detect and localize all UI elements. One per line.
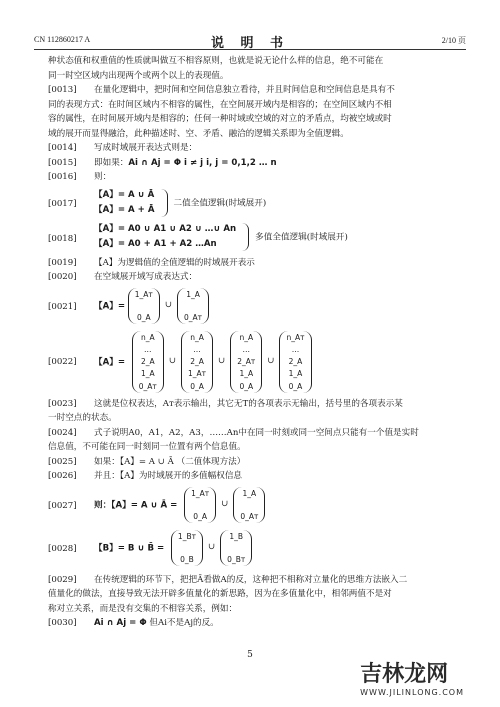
formula-group	[94, 222, 236, 252]
para-number: [0030]	[48, 618, 77, 628]
para-text: 但Ai不是Aj的反。	[146, 618, 219, 628]
formula-lhs: 则：【A】= A ∪ Ā =	[94, 500, 178, 510]
formula: 【A】= A0 + A1 + A2 …An	[94, 238, 217, 249]
para-line: 信息值，不可能在同一时刻同一位置有两个信息值。	[48, 442, 246, 452]
matrix-cell: 1_A	[242, 488, 257, 498]
matrix-cell: 0_B	[180, 554, 194, 564]
matrix	[230, 331, 262, 393]
brace	[242, 223, 249, 251]
matrix-cell: 2_A	[140, 357, 155, 366]
para-number: [0019]	[48, 257, 77, 268]
matrix	[220, 530, 252, 566]
para-line: 这就是位权表达，Aт表示输出，其它无T的各项表示无输出，括号里的各项表示某	[94, 398, 403, 409]
brace	[161, 189, 168, 217]
para-0017	[48, 185, 464, 222]
matrix-cell: 1_Aт	[188, 369, 207, 379]
formula-label: 多值全值逻辑(时域展开)	[255, 232, 348, 242]
matrix-cell: 1_B	[229, 531, 244, 541]
page-indicator: 2/10 页	[441, 36, 466, 45]
matrix-cell: 1_A	[140, 369, 155, 379]
matrix-cell: 0_A	[193, 511, 207, 521]
formula-label: 二值全值逻辑(时域展开)	[173, 198, 267, 208]
matrix-cell: 0_Aт	[240, 511, 259, 521]
matrix-cell: 2_A	[190, 357, 204, 366]
para-0013	[48, 83, 464, 98]
para-0025	[48, 455, 464, 470]
para-0024	[48, 426, 464, 441]
matrix	[184, 487, 216, 523]
para-text: 写成时域展开表达式则是：	[94, 143, 198, 153]
para-number: [0026]	[48, 471, 77, 481]
para-0014	[48, 141, 464, 156]
para-number: [0013]	[48, 85, 77, 95]
para-text: 并且：【A】为时域展开的多值幅权信息	[94, 471, 243, 481]
para-number: [0022]	[48, 356, 77, 367]
intro-line-2: 同一时空区域内出现两个或两个以上的表现值。	[48, 70, 229, 81]
matrix-cell: n_A	[140, 332, 155, 342]
page-number: 5	[247, 650, 253, 660]
matrix-cell: 0_Aт	[184, 312, 203, 322]
para-number: [0020]	[48, 272, 77, 282]
matrix-cell: …	[291, 344, 300, 354]
para-number: [0028]	[48, 543, 77, 554]
para-text: 即如果：	[94, 157, 129, 168]
matrix-cell: …	[144, 344, 152, 354]
para-line: 容的属性，在时间展开域内是相容的；任何一种时域或空域的对立的矛盾点，均被空域或时	[48, 114, 392, 124]
matrix-cell: n_A	[239, 332, 254, 342]
para-number: [0016]	[48, 172, 77, 182]
para-0020	[48, 270, 464, 285]
para-number: [0024]	[48, 427, 77, 438]
matrix-cell: …	[242, 344, 251, 354]
document-body	[48, 54, 464, 631]
page-header	[34, 33, 466, 51]
matrix-cell: 1_Aт	[134, 289, 153, 299]
matrix-cell: 1_A	[186, 289, 200, 299]
matrix	[279, 331, 311, 393]
para-number: [0029]	[48, 574, 77, 585]
para-number: [0027]	[48, 500, 77, 511]
para-0021: [0021] 【A】= 1_Aт 0_A ∪ 1_A 0_Aт	[48, 288, 464, 328]
para-0015	[48, 156, 464, 171]
matrix-cell: 0_A	[239, 381, 254, 391]
matrix-cell: 1_A	[288, 369, 303, 379]
doc-id: CN 112860217 A	[34, 35, 91, 44]
para-number: [0015]	[48, 157, 77, 168]
para-line: 域的展开而显得融洽，此种描述时、空、矛盾、融洽的逻辑关系即为全值逻辑。	[48, 128, 349, 139]
matrix	[181, 331, 213, 393]
para-line: 在量化逻辑中，把时间和空间信息独立看待，并且时间信息和空间信息是具有不	[94, 85, 395, 95]
para-line: 一时空点的状态。	[48, 413, 117, 423]
para-line: 值量化的做法，直接导致无法开辟多值量化的新思路，因为在多值量化中，相邻两值不是对	[48, 589, 392, 599]
para-number: [0023]	[48, 398, 77, 409]
formula-lhs: 【B】= B ∪ B̄ =	[94, 543, 165, 553]
matrix-cell: 0_A	[136, 312, 151, 322]
para-text: 如果：【A】= A ∪ Ā （二值体现方法）	[94, 456, 246, 467]
para-line: 式子说明A0，A1，A2，A3，……An中在同一时刻或同一空间点只能有一个值是实时	[94, 427, 419, 438]
watermark-text: 吉林龙网	[360, 662, 449, 687]
para-number: [0021]	[48, 301, 77, 312]
header-rule	[34, 49, 466, 50]
para-text: 【A】为逻辑值的全值逻辑的时域展开表示	[94, 257, 255, 268]
matrix	[177, 288, 209, 324]
matrix-cell: 1_Bт	[177, 531, 196, 541]
matrix	[132, 331, 164, 393]
para-number: [0014]	[48, 143, 77, 153]
matrix-cell: 0_Bт	[227, 554, 246, 564]
matrix-cell: …	[193, 344, 201, 354]
para-0028: [0028] 【B】= B ∪ B̄ = 1_Bт 0_B ∪ 1_B 0_Bт	[48, 530, 464, 570]
para-number: [0017]	[48, 198, 77, 209]
matrix-cell: n_Aт	[286, 332, 305, 342]
matrix-cell: n_A	[190, 332, 204, 342]
para-line: 在传统逻辑的环节下，把把Ā看做A的反，这种把不相称对立量化的思维方法嵌入二	[94, 574, 408, 585]
para-0029	[48, 573, 464, 588]
matrix-cell: 1_Aт	[191, 488, 210, 498]
matrix-cell: 0_A	[288, 381, 303, 391]
matrix	[233, 487, 265, 523]
formula-lhs: 【A】=	[94, 357, 126, 367]
para-0030	[48, 616, 464, 631]
para-text: 则：	[94, 172, 112, 182]
para-number: [0025]	[48, 456, 77, 467]
para-0022: [0022] 【A】= n_A … 2_A 1_A 0_Aт ∪ n_A … 2_A 1_Aт 0_A ∪ n_A … 2_Aт 1_A 0_A ∪ n_Aт … 2_A 1_A 0_A	[48, 331, 464, 397]
para-0023	[48, 397, 464, 412]
formula: Ai ∩ Aj = Φ i ≠ j i, j = 0,1,2 … n	[128, 157, 277, 168]
para-0027: [0027] 则：【A】= A ∪ Ā = 1_Aт 0_A ∪ 1_A 0_Aт	[48, 487, 464, 527]
para-text: 在空域展开域写成表达式：	[94, 272, 198, 282]
formula: 【A】= A0 ∪ A1 ∪ A2 ∪ …∪ An	[94, 223, 237, 234]
para-0016	[48, 170, 464, 185]
para-number: [0018]	[48, 233, 77, 244]
para-0019	[48, 256, 464, 271]
matrix-cell: 1_A	[239, 369, 254, 379]
watermark-logo	[360, 657, 464, 697]
matrix-cell: 2_A	[288, 357, 303, 366]
matrix-cell: 0_A	[190, 381, 204, 391]
matrix-cell: 0_Aт	[138, 381, 157, 391]
formula-lhs: 【A】=	[94, 301, 126, 311]
formula: Ai ∩ Aj = Φ	[94, 618, 147, 628]
matrix-cell: 2_Aт	[237, 357, 256, 366]
doc-title: 说 明 书	[210, 36, 290, 51]
para-0026	[48, 469, 464, 484]
formula-group	[94, 188, 155, 218]
para-line: 称对立关系，而是没有交集的不相容关系，例如：	[48, 603, 238, 614]
para-line: 同的表现方式：在时间区域内不相容的属性，在空间展开域内是相容的；在空间区域内不相	[48, 99, 392, 110]
intro-line-1: 种状态值和权重值的性质就叫做互不相容原则，也就是说无论什么样的信息，绝不可能在	[48, 56, 384, 66]
formula: 【A】= A + Ā	[94, 204, 155, 215]
matrix	[128, 288, 160, 324]
para-0018	[48, 222, 464, 256]
formula: 【A】= A ∪ Ā	[94, 189, 155, 200]
watermark-url: WWW.JILINLONG.COM	[360, 688, 464, 697]
matrix	[171, 530, 203, 566]
